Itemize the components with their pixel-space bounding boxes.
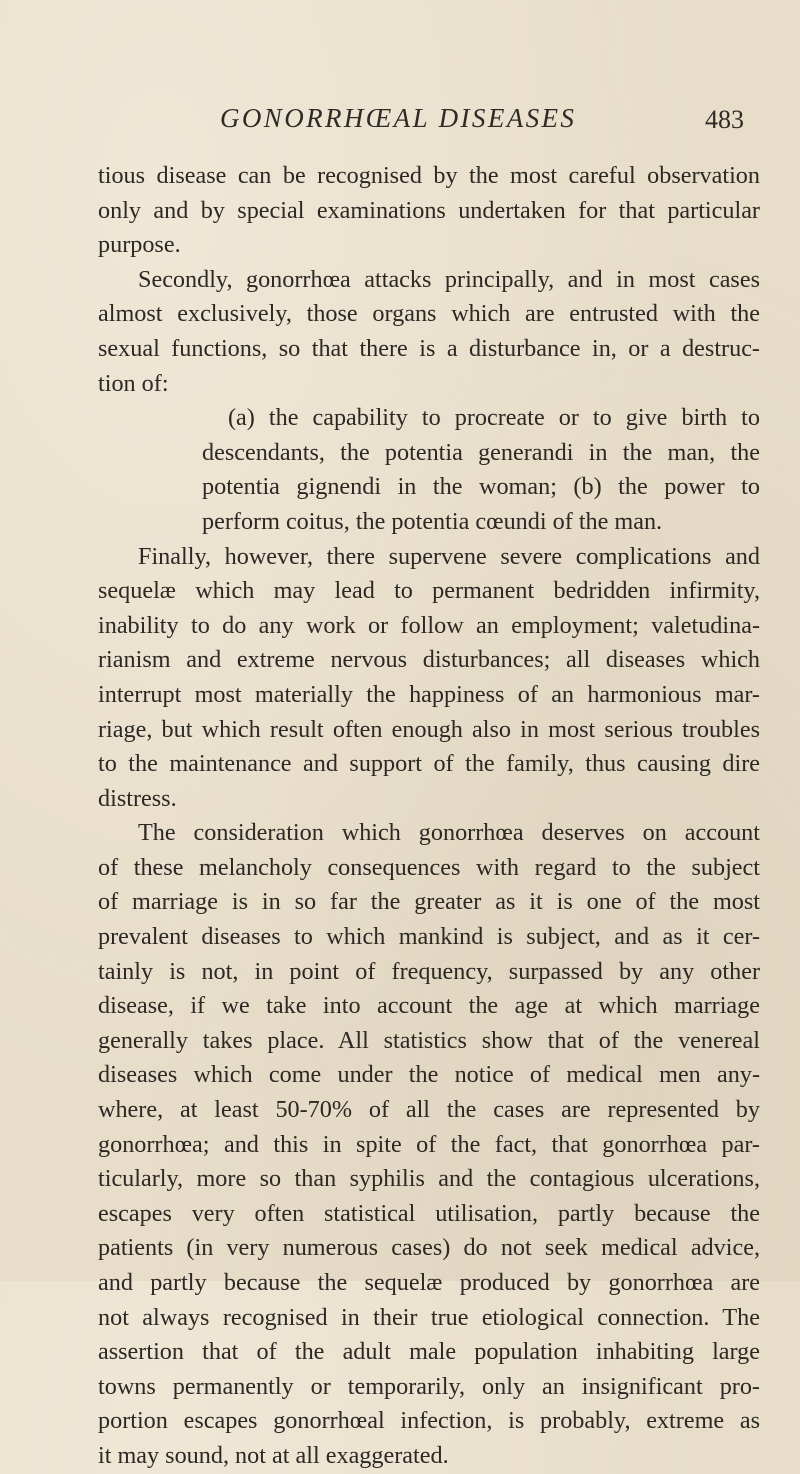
- text-line: escapes very often statistical utilisation, partly because the: [98, 1199, 760, 1227]
- page-number: 483: [705, 105, 744, 134]
- text-line: rianism and extreme nervous disturbances; all diseases which: [98, 646, 760, 674]
- text-line: patients (in very numerous cases) do not seek medical advice,: [98, 1234, 760, 1262]
- text-line: tious disease can be recognised by the most careful observation: [98, 162, 760, 189]
- list-line: perform coitus, the potentia cœundi of the man.: [202, 507, 663, 535]
- text-line: and partly because the sequelæ produced by gonorrhœa are: [98, 1269, 760, 1296]
- text-line: The consideration which gonorrhœa deserves on account: [138, 819, 760, 847]
- text-line: inability to do any work or follow an employment; valetudina-: [98, 611, 760, 639]
- text-line: where, at least 50-70% of all the cases are represented by: [98, 1096, 760, 1124]
- text-line: assertion that of the adult male population inhabiting large: [98, 1338, 760, 1366]
- list-line: (a) the capability to procreate or to give birth to: [228, 404, 760, 432]
- text-line: interrupt most materially the happiness of an harmonious mar-: [98, 680, 760, 708]
- text-line: portion escapes gonorrhœal infection, is probably, extreme as: [98, 1407, 760, 1435]
- running-head: [0, 103, 800, 143]
- text-line: distress.: [98, 784, 177, 812]
- text-line: generally takes place. All statistics show that of the venereal: [98, 1026, 760, 1054]
- text-line: gonorrhœa; and this in spite of the fact, that gonorrhœa par-: [98, 1130, 760, 1158]
- text-line: of marriage is in so far the greater as it is one of the most: [98, 888, 760, 916]
- text-line: to the maintenance and support of the family, thus causing dire: [98, 750, 760, 778]
- text-line: towns permanently or temporarily, only an insignificant pro-: [98, 1372, 760, 1400]
- text-line: sexual functions, so that there is a disturbance in, or a destruc-: [98, 334, 760, 362]
- text-line: purpose.: [98, 231, 181, 259]
- text-line: prevalent diseases to which mankind is subject, and as it cer-: [98, 923, 760, 951]
- text-line: tainly is not, in point of frequency, surpassed by any other: [98, 957, 760, 985]
- running-title: GONORRHŒAL DISEASES: [220, 103, 577, 133]
- text-line: sequelæ which may lead to permanent bedridden infirmity,: [98, 577, 760, 605]
- list-line: potentia gignendi in the woman; (b) the power to: [202, 473, 760, 501]
- text-line: disease, if we take into account the age at which marriage: [98, 992, 760, 1020]
- text-line: it may sound, not at all exaggerated.: [98, 1441, 449, 1469]
- text-line: ticularly, more so than syphilis and the contagious ulcerations,: [98, 1165, 760, 1193]
- text-line: diseases which come under the notice of medical men any-: [98, 1061, 760, 1089]
- text-line: riage, but which result often enough also in most serious troubles: [98, 715, 760, 743]
- text-line: only and by special examinations undertaken for that particular: [98, 196, 760, 224]
- text-line: not always recognised in their true etiological connection. The: [98, 1303, 760, 1331]
- text-line: of these melancholy consequences with regard to the subject: [98, 853, 760, 881]
- text-line: almost exclusively, those organs which are entrusted with the: [98, 300, 760, 328]
- text-line: Secondly, gonorrhœa attacks principally, and in most cases: [138, 265, 760, 293]
- list-line: descendants, the potentia generandi in the man, the: [202, 438, 760, 466]
- body-text: [98, 159, 760, 1474]
- text-line: Finally, however, there supervene severe complications and: [138, 542, 760, 570]
- text-line: tion of:: [98, 369, 169, 397]
